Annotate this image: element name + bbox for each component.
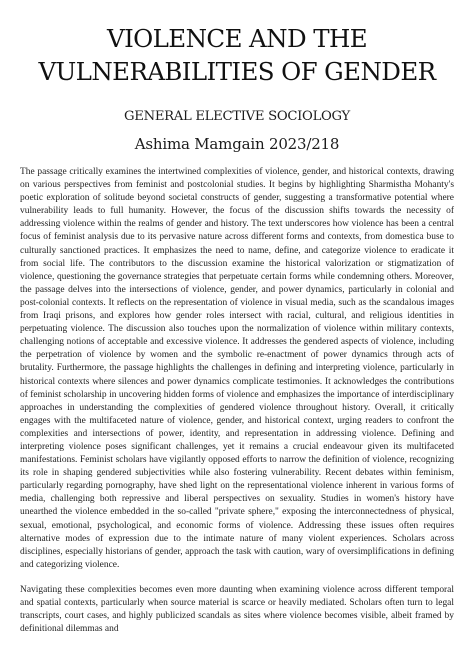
body-paragraph-1: The passage critically examines the intertwined complexities of violence, gender, and historical contexts, drawing on various perspectives from feminist and postcolonial studies. It begins by highlighting Sharmistha Mohanty's poetic exploration of solitude beyond societal constructs of gender, suggesting a transformative potential where vulnerability leads to full humanity. However, the focus of the discussion shifts towards the necessity of addressing violence within the realms of gender and history. The text underscores how violence has been a central focus of feminist analysis due to its pervasive nature across different forms and contexts, from domestica buse to culturally sanctioned practices. It emphasizes the need to name, define, and categorize violence to eradicate it from social life. The contributors to the discussion examine the historical valorization or stigmatization of violence, questioning the governance strategies that perpetuate certain forms while condemning others. Moreover, the passage delves into the intersections of violence, gender, and power dynamics, particularly in colonial and post-colonial contexts. It reflects on the representation of violence in visual media, such as the scandalous images from Iraqi prisons, and explores how gender roles intersect with racial, cultural, and religious identities in perpetuating violence. The discussion also touches upon the normalization of violence within military contexts, challenging notions of acceptable and excessive violence. It addresses the gendered aspects of violence, including the perpetration of violence by women and the symbolic re-enactment of power dynamics through acts of brutality. Furthermore, the passage highlights the challenges in defining and interpreting violence, particularly in historical contexts where silences and power dynamics complicate testimonies. It acknowledges the contributions of feminist scholarship in uncovering hidden forms of violence and emphasizes the importance of interdisciplinary approaches in understanding the complexities of gendered violence throughout history. Overall, it critically engages with the multifaceted nature of violence, gender, and historical context, urging readers to confront the complexities and intersections of power, identity, and representation in addressing violence. Defining and interpreting violence poses significant challenges, yet it remains a crucial endeavour given its multifaceted manifestations. Feminist scholars have vigilantly opposed efforts to narrow the definition of violence, recognizing its role in shaping gendered subjectivities while also fostering vulnerability. Recent debates within feminism, particularly regarding pornography, have shed light on the representational violence inherent in various forms of media, challenging both repressive and liberal perspectives on sexuality. Studies in women's history have unearthed the violence embedded in the so-called "private sphere," exposing the interconnectedness of physical, sexual, emotional, psychological, and economic forms of violence. Addressing these issues often requires alternative modes of expression due to the intimate nature of many violent experiences. Scholars across disciplines, especially historians of gender, approach the task with caution, wary of oversimplifications in defining and categorizing violence. <box>20 167 454 570</box>
document-title <box>20 22 454 88</box>
title-line-1: VIOLENCE AND THE <box>106 24 368 53</box>
author-line: Ashima Mamgain 2023/218 <box>134 135 340 153</box>
course-subtitle: GENERAL ELECTIVE SOCIOLOGY <box>124 109 350 124</box>
body-paragraph-2: Navigating these complexities becomes even more daunting when examining violence across different temporal and spatial contexts, particularly when source material is scarce or heavily mediated. Scholars often turn to legal transcripts, court cases, and highly publicized scandals as sites where violence becomes visible, albeit framed by definitional dilemmas and <box>20 584 454 635</box>
document-body <box>20 166 454 636</box>
title-line-2: VULNERABILITIES OF GENDER <box>38 57 436 86</box>
